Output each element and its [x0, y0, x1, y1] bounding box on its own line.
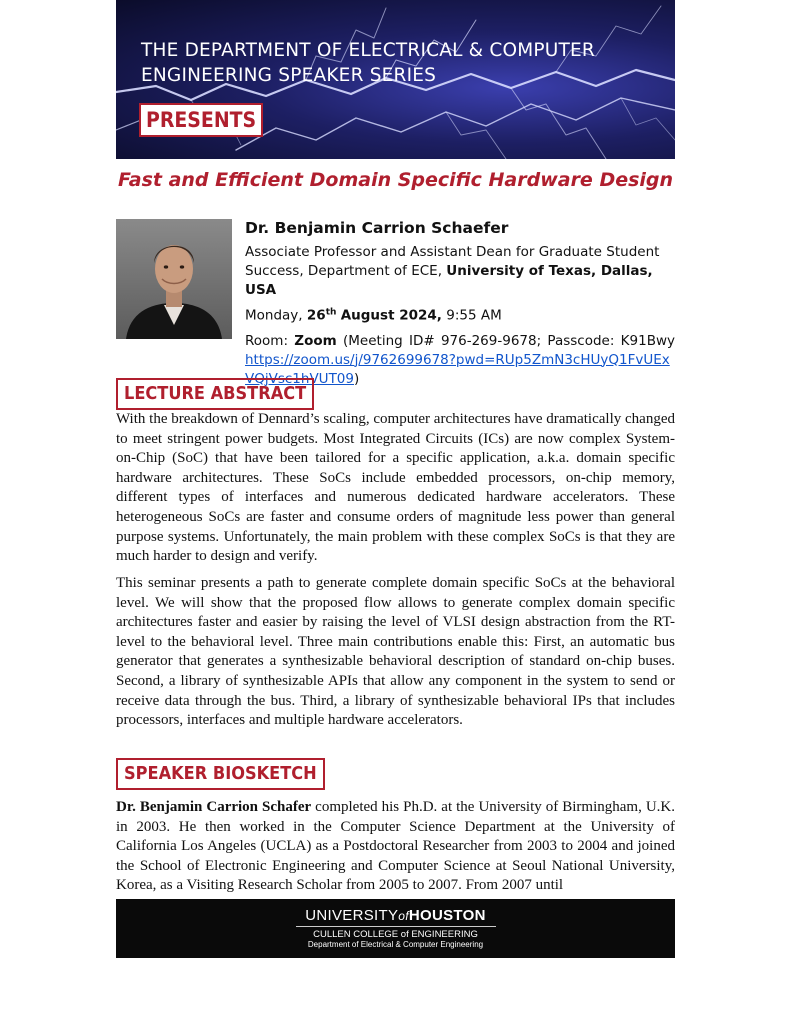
logo-houston: HOUSTON: [408, 907, 486, 924]
room-name: Zoom: [294, 332, 337, 349]
zoom-link[interactable]: https://zoom.us/j/9762699678?pwd=RUp5ZmN3cHUyQ1FvUExVQjVsc1hVUT09: [245, 351, 670, 387]
college-name: CULLEN COLLEGE of ENGINEERING: [313, 929, 478, 940]
speaker-position: [245, 243, 675, 300]
lecture-abstract-heading: LECTURE ABSTRACT: [116, 378, 314, 410]
event-time: 9:55 AM: [446, 307, 502, 324]
speaker-affiliation: University of Texas, Dallas, USA: [245, 263, 653, 298]
event-date-suffix: th: [325, 307, 337, 317]
abstract-paragraph-2: This seminar presents a path to generate complete domain specific SoCs at the behavioral level. We will show that the proposed flow allows to generate complex domain specific architectures faster and easier by raising the level of VLSI design abstraction from the RT-level to the behavioral level. Three main contributions enable this: First, an automatic bus generator that generates a synthesizable behavioral description of standard on-chip buses. Second, a library of synthesizable APIs that allow any component in the system to send or receive data through the bus. Third, a library of synthesizable behavioral IPs that includes processors, interfaces and multiple hardware accelerators.: [116, 575, 675, 729]
speaker-title: Associate Professor and Assistant Dean for Graduate Student Success, Department of ECE,: [245, 244, 660, 279]
banner-title-line1: THE DEPARTMENT OF ELECTRICAL & COMPUTER: [141, 40, 595, 61]
speaker-biosketch-heading: SPEAKER BIOSKETCH: [116, 758, 325, 790]
speaker-photo: [116, 219, 232, 339]
meeting-details: (Meeting ID# 976-269-9678; Passcode: K91Bwy: [343, 332, 676, 349]
speaker-name: Dr. Benjamin Carrion Schaefer: [245, 219, 509, 237]
department-name: Department of Electrical & Computer Engineering: [307, 940, 484, 949]
footer-logo: [116, 899, 675, 958]
header-banner: [116, 0, 675, 159]
abstract-paragraph-1: With the breakdown of Dennard’s scaling, computer architectures have dramatically changed to meet stringent power budgets. Most Integrated Circuits (ICs) are now complex System-on-Chip (SoC) that have been tailored for a specific application, a.k.a. domain specific hardware architectures. These SoCs include embedded processors, on-chip memory, different types of interfaces and numerous dedicated hardware accelerators. These heterogeneous SoCs are faster and consume orders of magnitude less power than general purpose systems. Unfortunately, the main problem with these complex SoCs is that they are much harder to design and verify.: [116, 411, 675, 565]
room-close-paren: ): [354, 370, 360, 387]
bio-text: completed his Ph.D. at the University of Birmingham, U.K. in 2003. He then worked in the Computer Science Department at the University of California Los Angeles (UCLA) as a Postdoctoral Researcher from 2003 to 2004 and joined the School of Electronic Engineering and Computer Science at Seoul National University, Korea, as a Visiting Research Scholar from 2005 to 2007. From 2007 until: [116, 799, 675, 894]
speaker-info: [245, 219, 675, 389]
banner-title: [141, 38, 661, 88]
logo-university: UNIVERSITY: [305, 907, 399, 924]
event-date-day: 26: [306, 307, 326, 324]
event-date: [245, 307, 675, 324]
bio-paragraph: [116, 798, 675, 896]
talk-title: Fast and Efficient Domain Specific Hardware Design: [117, 169, 674, 191]
event-day: Monday,: [245, 307, 303, 324]
banner-title-line2: ENGINEERING SPEAKER SERIES: [141, 65, 437, 86]
event-date-rest: August 2024,: [340, 307, 442, 324]
bio-name: Dr. Benjamin Carrion Schafer: [116, 799, 312, 815]
presents-label: PRESENTS: [139, 103, 263, 137]
logo-of: of: [398, 909, 409, 923]
room-label: Room:: [245, 332, 288, 349]
university-logo: [116, 907, 675, 924]
footer-divider: [296, 926, 496, 927]
